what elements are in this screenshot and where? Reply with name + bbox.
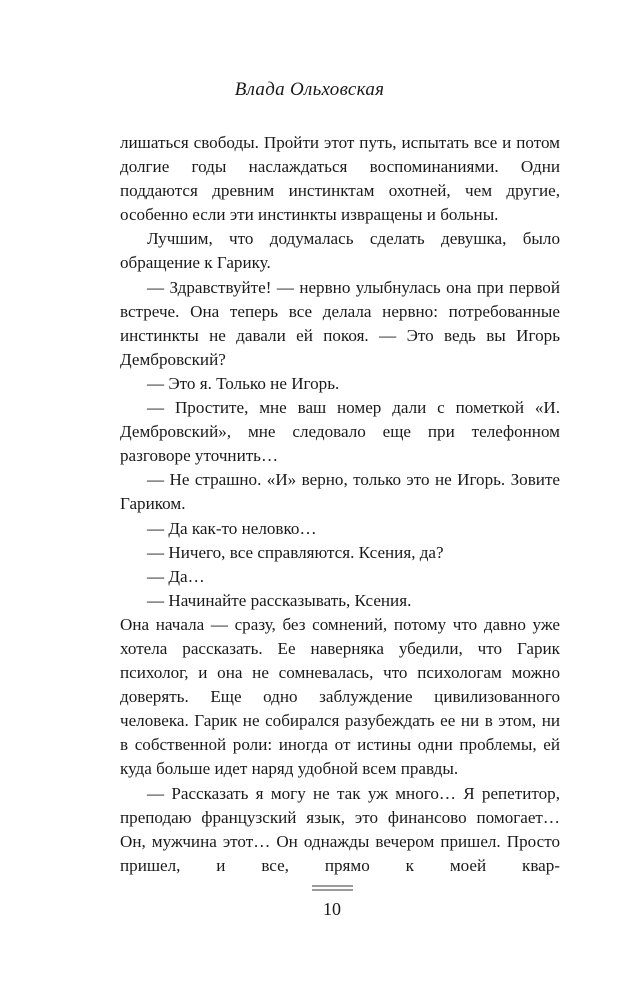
page-number: 10 (323, 899, 341, 919)
paragraph-12: — Рассказать я могу не так уж много… Я репетитор, преподаю французский язык, это финансово помогает… Он, мужчина этот… Он однажды вечером пришел. Просто пришел, и все, прямо к моей квар- (120, 783, 560, 875)
footer-rule-lower (312, 889, 353, 891)
body-text (120, 131, 560, 878)
paragraph-6: — Не страшно. «И» верно, только это не Игорь. Зовите Гариком. (120, 470, 560, 514)
paragraph-8: — Ничего, все справляются. Ксения, да? (147, 542, 444, 562)
paragraph-5: — Простите, мне ваш номер дали с пометкой «И. Дембровский», мне следовало еще при телефонном разговоре уточнить… (120, 398, 560, 466)
paragraph-3: — Здравствуйте! — нервно улыбнулась она при первой встрече. Она теперь все делала нервно: потребованные инстинкты не давали ей покоя. — Это ведь вы Игорь Дембровский? (120, 277, 560, 369)
paragraph-9: — Да… (147, 566, 205, 586)
paragraph-10: — Начинайте рассказывать, Ксения. (147, 590, 412, 610)
paragraph-11: Она начала — сразу, без сомнений, потому что давно уже хотела рассказать. Ее наверняка убедили, что Гарик психолог, и она не сомневалась, что психологам можно доверять. Еще одно заблуждение цивилизованного человека. Гарик не собирался разубеждать ее ни в этом, ни в собственной роли: иногда от истины одни проблемы, ей куда больше идет наряд удобной всем правды. (120, 614, 560, 779)
paragraph-1: лишаться свободы. Пройти этот путь, испытать все и потом долгие годы наслаждаться воспоминаниями. Одни поддаются древним инстинктам охотней, чем другие, особенно если эти инстинкты извращены и больны. (120, 133, 560, 225)
paragraph-4: — Это я. Только не Игорь. (147, 373, 340, 393)
paragraph-2: Лучшим, что додумалась сделать девушка, было обращение к Гарику. (120, 229, 560, 273)
footer-rule-upper (312, 885, 353, 887)
paragraph-7: — Да как-то неловко… (147, 518, 317, 538)
running-header-author: Влада Ольховская (234, 79, 385, 100)
